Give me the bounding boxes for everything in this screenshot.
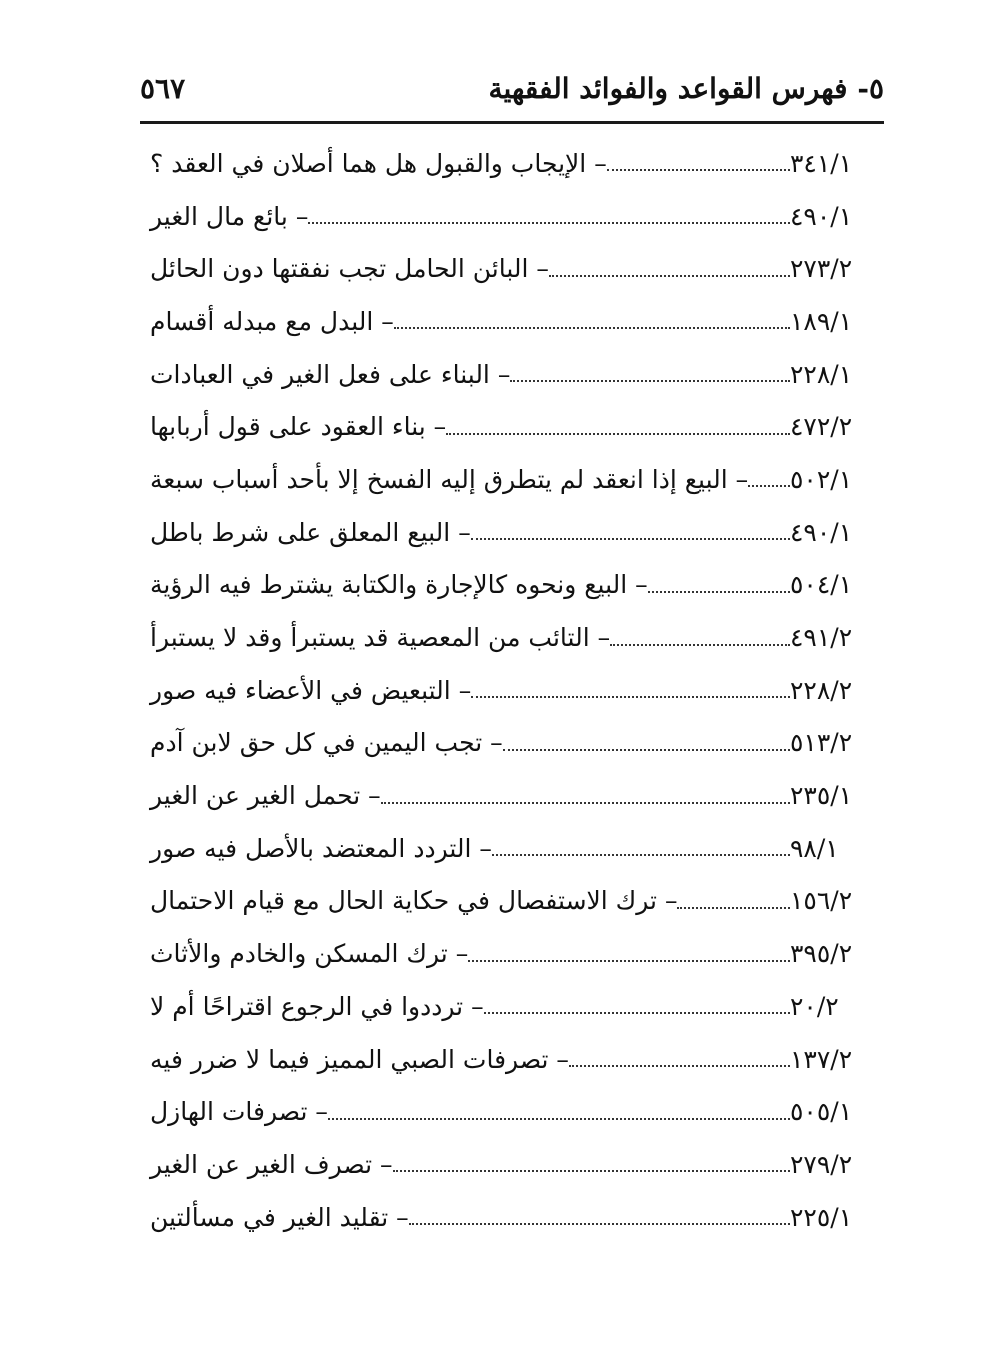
dot-leader [328,1118,790,1120]
entry-text: – البدل مع مبدله أقسام [150,306,394,336]
entry-reference: ٢٢٥/١ [790,1202,853,1232]
dot-leader [393,1170,790,1172]
section-title: ٥- فهرس القواعد والفوائد الفقهية [488,72,884,105]
entry-text: – ترك الاستفصال في حكاية الحال مع قيام الاحتمال [150,886,678,916]
entry-text: – البيع المعلق على شرط باطل [150,517,471,547]
entry-text: – ترك المسكن والخادم والأثاث [150,939,469,969]
index-entry [140,1191,884,1244]
entry-text: – بائع مال الغير [150,201,309,231]
dot-leader [484,1012,790,1014]
entry-reference: ٣٤١/١ [790,148,853,178]
entry-reference: ٢٧٩/٢ [790,1149,853,1179]
index-entry [140,348,884,401]
entry-reference: ٩٨/١ [790,833,839,863]
dot-leader [648,591,790,593]
entry-text: – تجب اليمين في كل حق لابن آدم [150,728,503,758]
page-header [140,66,884,118]
page-number: ٥٦٧ [140,72,186,105]
entry-reference: ٤٩١/٢ [790,623,853,653]
entry-reference: ٥٠٢/١ [790,464,853,494]
entry-reference: ٥٠٤/١ [790,570,853,600]
index-entry [140,1033,884,1086]
entry-text: – التائب من المعصية قد يستبرأ وقد لا يستبرأ [150,623,611,653]
entry-text: – البيع ونحوه كالإجارة والكتابة يشترط فيه الرؤية [150,570,648,600]
index-entry [140,927,884,980]
index-entry [140,980,884,1033]
entry-reference: ٣٩٥/٢ [790,939,853,969]
index-entry [140,875,884,928]
dot-leader [492,854,790,856]
dot-leader [510,380,790,382]
entry-text: – الإيجاب والقبول هل هما أصلان في العقد ؟ [150,148,607,178]
entry-text: – تصرف الغير عن الغير [150,1149,393,1179]
dot-leader [610,644,790,646]
index-entry [140,1085,884,1138]
entry-reference: ٤٩٠/١ [790,201,853,231]
index-entry [140,137,884,190]
entry-reference: ٥١٣/٢ [790,728,853,758]
entry-text: – البناء على فعل الغير في العبادات [150,359,511,389]
index-list [140,137,884,1243]
index-entry [140,769,884,822]
index-entry [140,664,884,717]
entry-text: – البيع إذا انعقد لم يتطرق إليه الفسخ إلا بأحد أسباب سبعة [150,464,749,494]
entry-reference: ١٨٩/١ [790,306,853,336]
index-entry [140,717,884,770]
dot-leader [569,1065,790,1067]
index-entry [140,1138,884,1191]
entry-text: – تصرفات الهازل [150,1097,328,1127]
entry-text: – تصرفات الصبي المميز فيما لا ضرر فيه [150,1044,569,1074]
index-entry [140,242,884,295]
dot-leader [394,327,790,329]
entry-text: – تقليد الغير في مسألتين [150,1202,409,1232]
dot-leader [381,802,790,804]
dot-leader [308,222,790,224]
entry-text: – تحمل الغير عن الغير [150,781,381,811]
dot-leader [549,275,790,277]
entry-reference: ٢٢٨/٢ [790,675,853,705]
entry-reference: ٢٧٣/٢ [790,254,853,284]
index-entry [140,190,884,243]
entry-reference: ١٥٦/٢ [790,886,853,916]
entry-text: – البائن الحامل تجب نفقتها دون الحائل [150,254,549,284]
header-rule [140,121,884,124]
entry-text: – ترددوا في الرجوع اقتراحًا أم لا [150,991,484,1021]
index-entry [140,400,884,453]
index-entry [140,611,884,664]
index-entry [140,506,884,559]
entry-reference: ٢٠/٢ [790,991,839,1021]
dot-leader [471,696,790,698]
entry-text: – التبعيض في الأعضاء فيه صور [150,675,472,705]
dot-leader [471,538,790,540]
index-entry [140,559,884,612]
dot-leader [468,960,790,962]
entry-text: – التردد المعتضد بالأصل فيه صور [150,833,492,863]
dot-leader [677,907,790,909]
entry-reference: ٢٢٨/١ [790,359,853,389]
entry-text: – بناء العقود على قول أربابها [150,412,447,442]
dot-leader [409,1223,790,1225]
index-entry [140,295,884,348]
index-entry [140,453,884,506]
index-entry [140,822,884,875]
dot-leader [748,485,790,487]
entry-reference: ١٣٧/٢ [790,1044,853,1074]
entry-reference: ٤٩٠/١ [790,517,853,547]
entry-reference: ٢٣٥/١ [790,781,853,811]
entry-reference: ٥٠٥/١ [790,1097,853,1127]
dot-leader [446,433,790,435]
entry-reference: ٤٧٢/٢ [790,412,853,442]
dot-leader [607,169,790,171]
dot-leader [503,749,790,751]
